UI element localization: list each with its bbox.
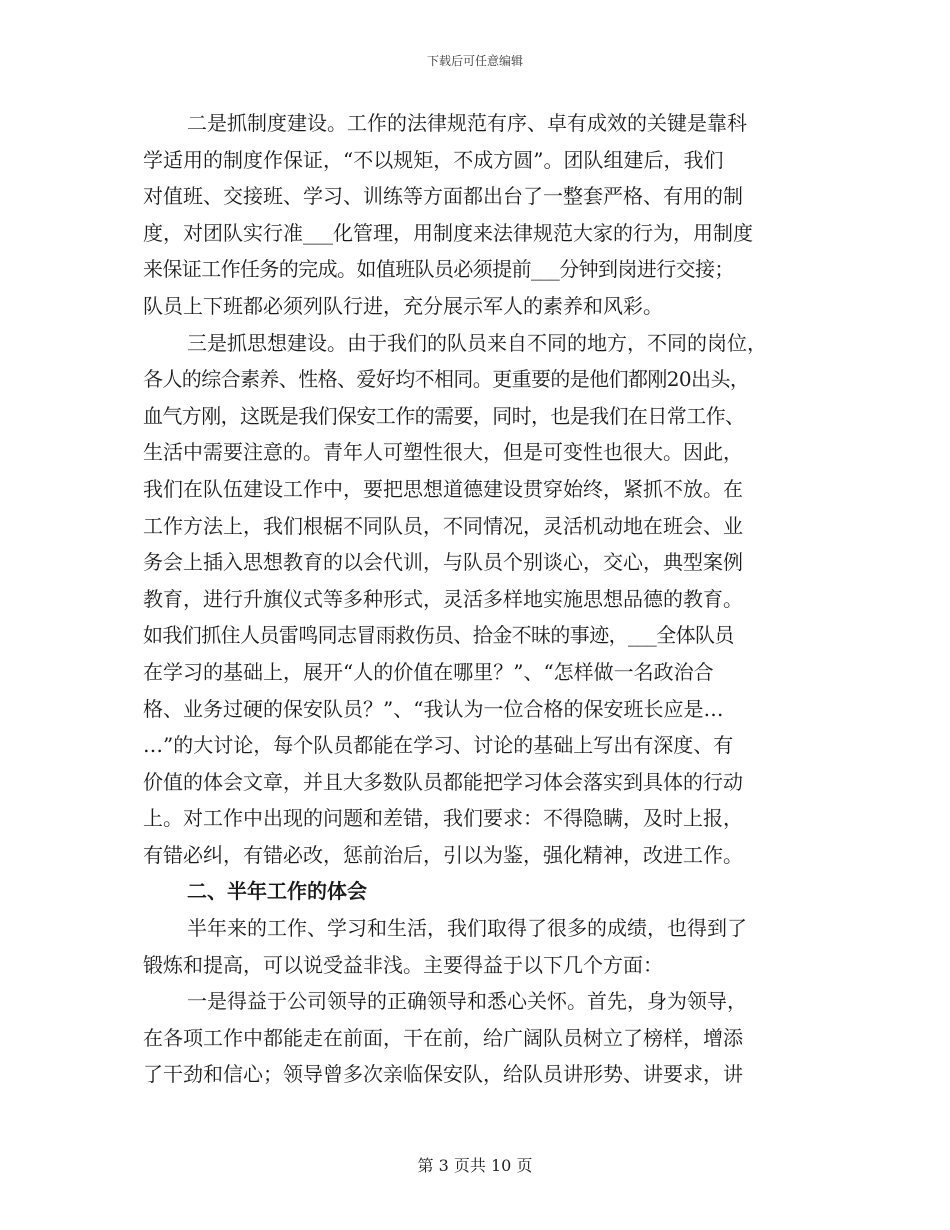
paragraph-line: 对值班、交接班、学习、训练等方面都出台了一整套严格、有用的制 — [143, 184, 743, 209]
paragraph-line: 来保证工作任务的完成。如值班队员必须提前___分钟到岗进行交接； — [143, 257, 734, 282]
paragraph-line: 务会上插入思想教育的以会代训，与队员个别谈心，交心，典型案例 — [143, 550, 743, 575]
paragraph-line: 学适用的制度作保证，“不以规矩，不成方圆”。团队组建后，我们 — [143, 147, 724, 172]
paragraph-line: 我们在队伍建设工作中，要把思想道德建设贯穿始终，紧抓不放。在 — [143, 476, 743, 501]
paragraph-line: 格、业务过硬的保安队员？”、“我认为一位合格的保安班长应是… — [143, 696, 724, 721]
paragraph-line: 在学习的基础上，展开“人的价值在哪里？”、“怎样做一名政治合 — [143, 659, 714, 684]
paragraph-line: 工作方法上，我们根椐不同队员，不同情况，灵活机动地在班会、业 — [143, 513, 743, 538]
paragraph-line: 锻炼和提高，可以说受益非浅。主要得益于以下几个方面： — [143, 952, 663, 977]
section-heading: 二、半年工作的体会 — [187, 879, 367, 904]
paragraph-line: 三是抓思想建设。由于我们的队员来自不同的地方，不同的岗位， — [187, 330, 767, 355]
paragraph-line: 生活中需要注意的。青年人可塑性很大，但是可变性也很大。因此， — [143, 440, 743, 465]
paragraph-line: 在各项工作中都能走在前面，干在前，给广阔队员树立了榜样，增添 — [143, 1025, 743, 1050]
paragraph-line: 血气方刚，这既是我们保安工作的需要，同时，也是我们在日常工作、 — [143, 403, 745, 428]
paragraph-line: …”的大讨论，每个队员都能在学习、讨论的基础上写出有深度、有 — [143, 733, 734, 758]
paragraph-line: 二是抓制度建设。工作的法律规范有序、卓有成效的关键是靠科 — [187, 111, 747, 135]
page-number: 第 3 页共 10 页 — [417, 1156, 533, 1175]
paragraph-line: 队员上下班都必须列队行进，充分展示军人的素养和风彩。 — [143, 293, 663, 318]
paragraph-line: 上。对工作中出现的问题和差错，我们要求：不得隐瞒，及时上报， — [143, 806, 743, 831]
header-note: 下载后可任意编辑 — [426, 54, 523, 68]
paragraph-line: 各人的综合素养、性格、爱好均不相同。更重要的是他们都刚20出头， — [143, 367, 750, 392]
paragraph-line: 如我们抓住人员雷鸣同志冒雨救伤员、拾金不昧的事迹，___全体队员 — [143, 623, 734, 648]
paragraph-line: 教育，进行升旗仪式等多种形式，灵活多样地实施思想品德的教育。 — [143, 586, 743, 611]
paragraph-line: 度，对团队实行准___化管理，用制度来法律规范大家的行为，用制度 — [143, 220, 753, 245]
paragraph-line: 有错必纠，有错必改，惩前治后，引以为鉴，强化精神，改进工作。 — [143, 842, 743, 867]
paragraph-line: 价值的体会文章，并且大多数队员都能把学习体会落实到具体的行动 — [143, 769, 743, 794]
paragraph-line: 一是得益于公司领导的正确领导和悉心关怀。首先，身为领导， — [187, 989, 747, 1014]
paragraph-line: 了干劲和信心；领导曾多次亲临保安队，给队员讲形势、讲要求，讲 — [143, 1062, 743, 1087]
document-body — [143, 105, 803, 1093]
paragraph-line: 半年来的工作、学习和生活，我们取得了很多的成绩，也得到了 — [187, 916, 747, 941]
